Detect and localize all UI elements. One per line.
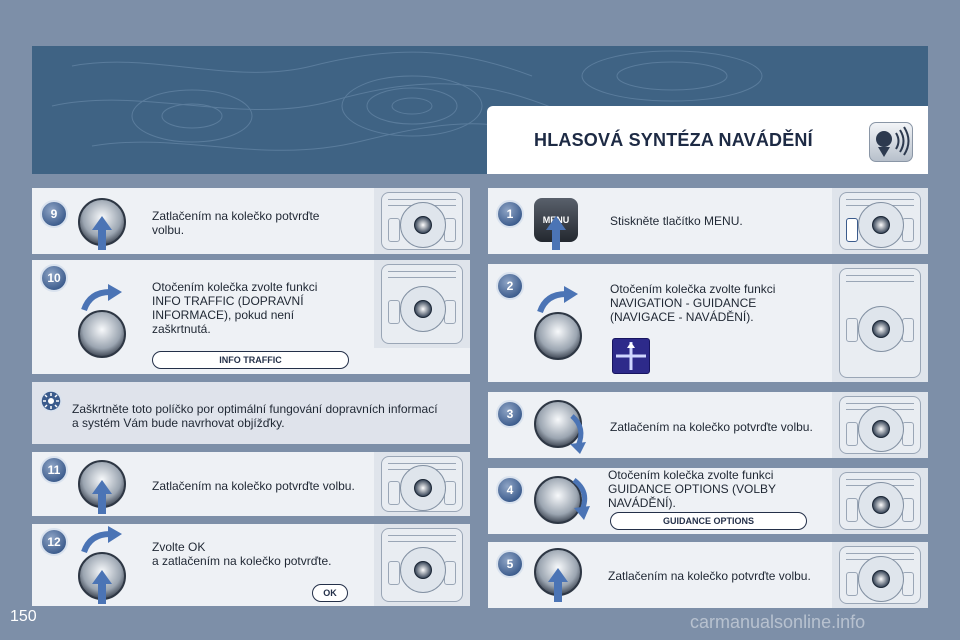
step-10-panel	[32, 260, 470, 374]
turn-down-arrow-icon	[568, 476, 598, 520]
control-panel-diagram	[832, 468, 928, 534]
info-traffic-option: INFO TRAFFIC	[152, 351, 349, 369]
step-2-panel	[488, 264, 928, 382]
control-panel-diagram	[374, 524, 470, 606]
step-text: Otočením kolečka zvolte funkci INFO TRAFFIC (DOPRAVNÍ INFORMACE), pokud není zaškrtnutá.	[152, 280, 318, 336]
push-arrow-head-icon	[548, 568, 568, 582]
control-panel-diagram	[832, 264, 928, 382]
guidance-options-option: GUIDANCE OPTIONS	[610, 512, 807, 530]
watermark: carmanualsonline.info	[690, 612, 866, 632]
push-arrow-head-icon	[546, 216, 566, 230]
step-number: 3	[496, 400, 524, 428]
knob-icon	[78, 310, 126, 358]
page-title: HLASOVÁ SYNTÉZA NAVÁDĚNÍ	[534, 130, 813, 150]
step-text: Otočením kolečka zvolte funkci GUIDANCE OPTIONS (VOLBY NAVÁDĚNÍ).	[608, 468, 777, 510]
step-4-panel	[488, 468, 928, 534]
step-text: Zvolte OK a zatlačením na kolečko potvrďte.	[152, 540, 332, 568]
push-arrow-head-icon	[92, 480, 112, 494]
step-5-panel	[488, 542, 928, 608]
push-arrow-icon	[552, 228, 560, 250]
control-panel-diagram	[832, 542, 928, 608]
step-number: 1	[496, 200, 524, 228]
step-number: 4	[496, 476, 524, 504]
control-panel-diagram	[374, 260, 470, 348]
knob-icon	[534, 312, 582, 360]
tip-panel	[32, 382, 470, 444]
step-number: 10	[40, 264, 68, 292]
step-text: Zatlačením na kolečko potvrďte volbu.	[610, 420, 813, 434]
step-number: 5	[496, 550, 524, 578]
push-arrow-head-icon	[92, 216, 112, 230]
step-number: 9	[40, 200, 68, 228]
step-number: 11	[40, 456, 68, 484]
push-arrow-icon	[98, 492, 106, 514]
step-text: Otočením kolečka zvolte funkci NAVIGATION - GUIDANCE (NAVIGACE - NAVÁDĚNÍ).	[610, 282, 776, 324]
step-3-panel	[488, 392, 928, 458]
push-arrow-head-icon	[92, 570, 112, 584]
step-11-panel	[32, 452, 470, 516]
page-number: 150	[10, 608, 37, 625]
step-12-panel	[32, 524, 470, 606]
control-panel-diagram	[832, 188, 928, 254]
voice-synthesis-icon	[869, 122, 913, 162]
step-1-panel	[488, 188, 928, 254]
control-panel-diagram	[832, 392, 928, 458]
control-panel-diagram	[374, 452, 470, 516]
step-text: Zatlačením na kolečko potvrďte volbu.	[152, 479, 355, 493]
ok-option: OK	[312, 584, 348, 602]
step-text: Zatlačením na kolečko potvrďte volbu.	[608, 569, 811, 583]
title-box	[487, 106, 928, 174]
push-arrow-icon	[554, 580, 562, 602]
rotate-arrow-icon	[566, 414, 592, 454]
step-number: 2	[496, 272, 524, 300]
menu-button-icon: MENU	[534, 198, 578, 242]
step-text: Zatlačením na kolečko potvrďte volbu.	[152, 209, 320, 237]
sun-tip-icon	[40, 390, 62, 412]
step-number: 12	[40, 528, 68, 556]
push-arrow-icon	[98, 582, 106, 604]
step-text: Stiskněte tlačítko MENU.	[610, 214, 743, 228]
step-9-panel	[32, 188, 470, 254]
control-panel-diagram	[374, 188, 470, 254]
tip-text: Zaškrtněte toto políčko por optimální fungování dopravních informací a systém Vám bude navrhovat objížďky.	[72, 402, 438, 430]
navigation-icon	[612, 338, 650, 374]
push-arrow-icon	[98, 228, 106, 250]
